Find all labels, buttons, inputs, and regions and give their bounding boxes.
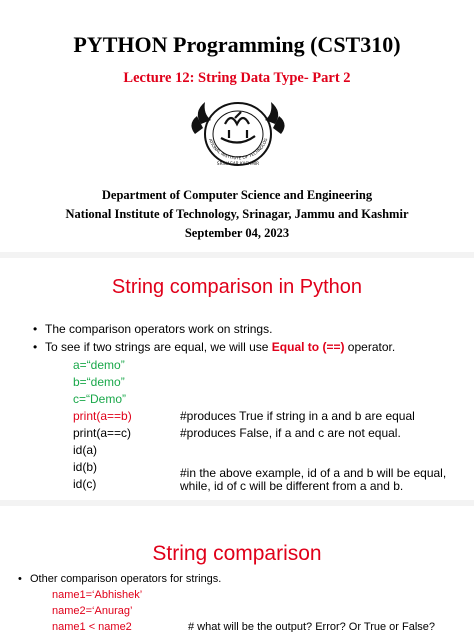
code-line: id(c) (73, 477, 97, 491)
code-comment: # what will be the output? Error? Or True or False? (188, 621, 436, 632)
code-line: id(a) (73, 443, 98, 457)
code-comment: #produces True if string in a and b are equal (180, 409, 415, 423)
code-comment: #in the above example, id of a and b will be equal, (180, 466, 447, 480)
bullet-item: • The comparison operators work on strings. (33, 322, 273, 336)
code-comment: while, id of c will be different from a and b. (180, 479, 404, 493)
svg-text:NATIONAL INSTITUTE OF TECHNOLO: ATIONAL INSTITUTE OF TECHNOLOG (207, 137, 269, 161)
string-comparison-slide (0, 258, 474, 500)
code-line: name1=‘Abhishek’ (52, 589, 143, 601)
department-name: Department of Computer Science and Engineering (101, 188, 373, 202)
lecture-title: Lecture 12: String Data Type- Part 2 (123, 70, 351, 86)
code-line: name2=‘Anurag’ (52, 605, 133, 617)
bullet-icon: • (18, 573, 22, 585)
bullet-icon: • (33, 340, 38, 354)
code-line: name1 < name2 (52, 621, 132, 632)
slide-heading: String comparison in Python (111, 276, 363, 298)
svg-text:SRINAGAR KASHMIR: SRINAGAR KASHMIR (216, 161, 260, 166)
lecture-date: September 04, 2023 (184, 226, 290, 240)
code-line: c=“Demo” (73, 392, 127, 406)
course-title: PYTHON Programming (CST310) (73, 32, 401, 57)
institute-name: National Institute of Technology, Srinagar, Jammu and Kashmir (65, 207, 409, 221)
code-line: b=“demo” (73, 375, 125, 389)
operator-highlight: Equal to (==) (271, 340, 345, 354)
code-comment: #produces False, if a and c are not equal. (180, 426, 401, 440)
string-comparison-operators-slide (0, 506, 474, 632)
bullet-item: • To see if two strings are equal, we will use Equal to (==) operator. (33, 340, 396, 354)
title-slide (0, 0, 474, 252)
slide-heading: String comparison (152, 542, 322, 565)
institute-logo (185, 94, 291, 168)
code-line: a=“demo” (73, 358, 125, 372)
code-line: print(a==c) (73, 426, 132, 440)
bullet-item: • Other comparison operators for strings. (18, 573, 222, 585)
code-line: id(b) (73, 460, 98, 474)
bullet-icon: • (33, 322, 38, 336)
code-line: print(a==b) (73, 409, 132, 423)
